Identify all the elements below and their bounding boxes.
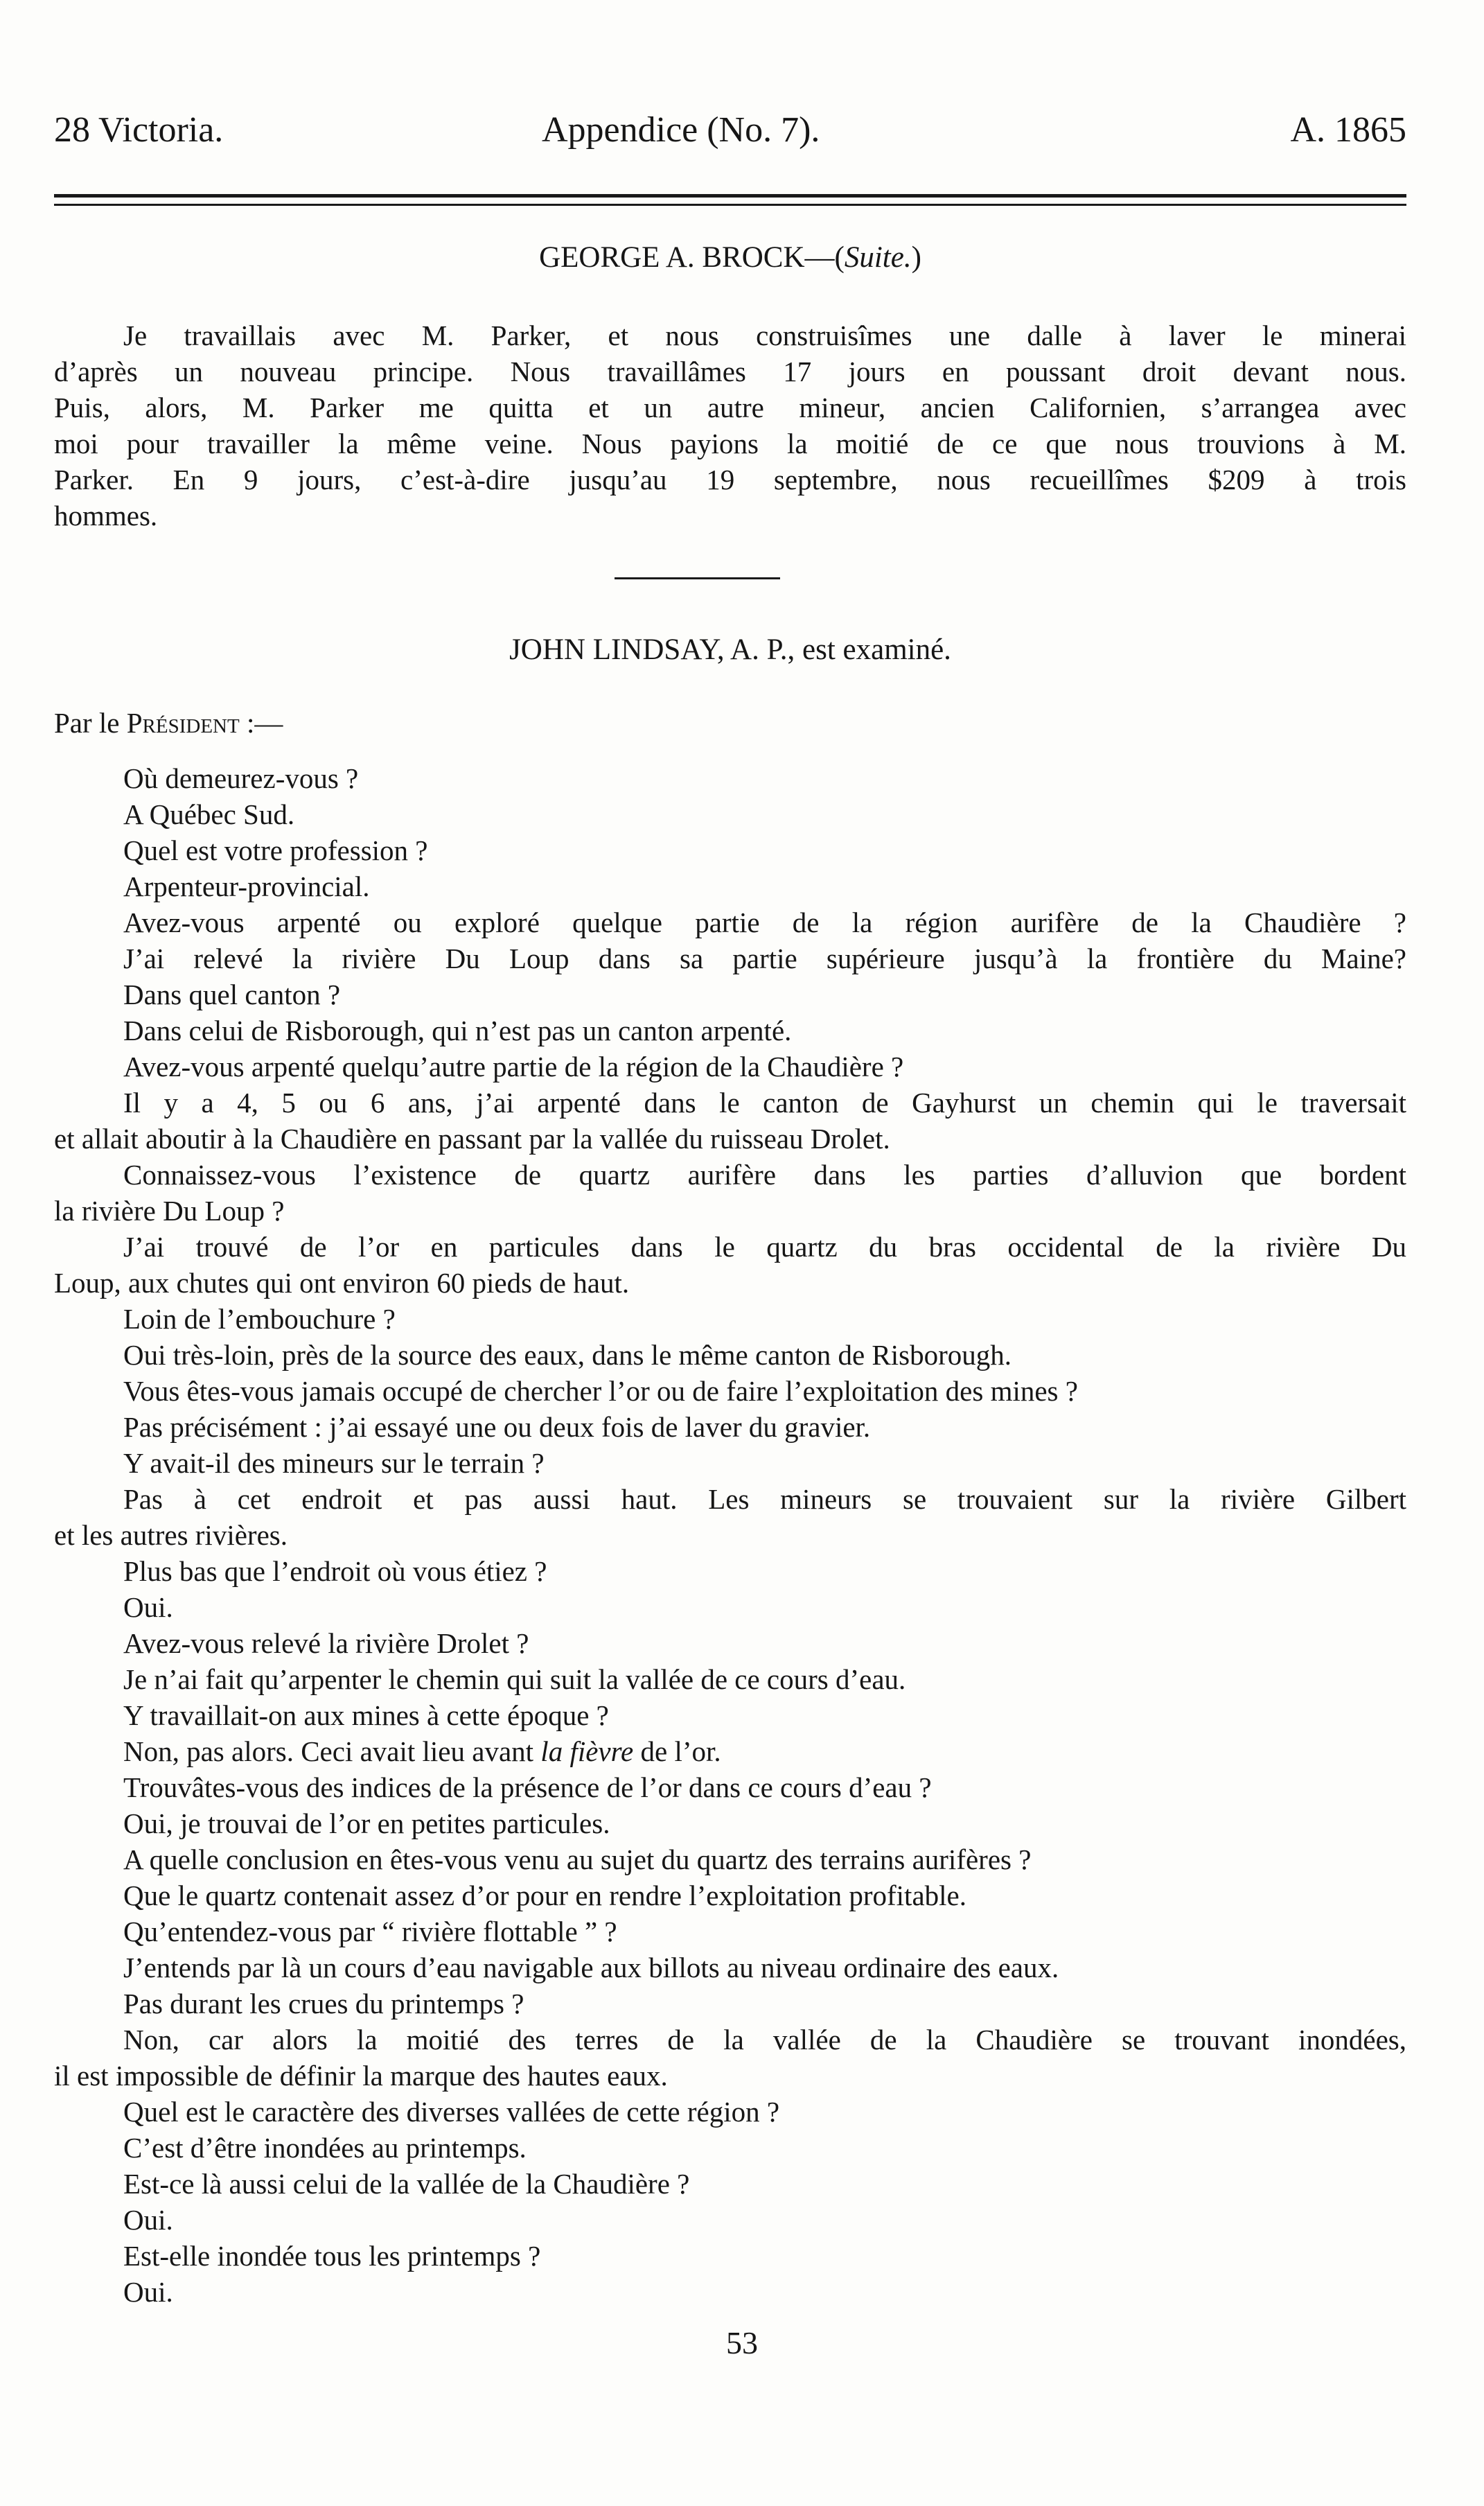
question-line: la rivière Du Loup ? [54, 1195, 285, 1227]
answer-line: Oui très-loin, près de la source des eaux, dans le même canton de Risborough. [123, 1339, 1012, 1371]
answer-line: et les autres rivières. [54, 1519, 288, 1551]
examiner-name: Président [126, 707, 240, 739]
paragraph-line: d’après un nouveau principe. Nous travaillâmes 17 jours en poussant droit devant nous. [54, 356, 1406, 387]
question-line: Loin de l’embouchure ? [123, 1303, 396, 1335]
question-line: Plus bas que l’endroit où vous étiez ? [123, 1555, 547, 1587]
answer-line: Pas précisément : j’ai essayé une ou deux fois de laver du gravier. [123, 1411, 871, 1443]
question-line: Est-ce là aussi celui de la vallée de la Chaudière ? [123, 2168, 690, 2200]
answer-line: Oui. [123, 2204, 173, 2236]
section-title-brock: GEORGE A. BROCK—(Suite.) [539, 241, 921, 274]
answer-line: Dans celui de Risborough, qui n’est pas un canton arpenté. [123, 1015, 792, 1046]
answer-line: Non, car alors la moitié des terres de la vallée de la Chaudière se trouvant inondées, [123, 2024, 1406, 2056]
question-line: Avez-vous arpenté ou exploré quelque partie de la région aurifère de la Chaudière ? [123, 906, 1406, 938]
italic-fievre: la fièvre [540, 1735, 634, 1767]
paragraph-line: Puis, alors, M. Parker me quitta et un autre mineur, ancien Californien, s’arrangea avec [54, 392, 1406, 423]
header-appendix: Appendice (No. 7). [542, 110, 820, 150]
paragraph-line: Parker. En 9 jours, c’est-à-dire jusqu’au 19 septembre, nous recueillîmes $209 à trois [54, 464, 1406, 496]
examiner-line: Par le Président :— [54, 707, 283, 739]
answer-line: Oui, je trouvai de l’or en petites particules. [123, 1807, 610, 1839]
header-session: 28 Victoria. [54, 110, 224, 150]
answer-line: et allait aboutir à la Chaudière en passant par la vallée du ruisseau Drolet. [54, 1123, 890, 1155]
question-line: Y avait-il des mineurs sur le terrain ? [123, 1447, 545, 1479]
question-line: Pas durant les crues du printemps ? [123, 1988, 524, 2019]
question-line: Dans quel canton ? [123, 979, 341, 1010]
answer-line: Non, pas alors. Ceci avait lieu avant la fièvre de l’or. [123, 1735, 721, 1767]
paragraph-line: moi pour travailler la même veine. Nous payions la moitié de ce que nous trouvions à M. [54, 428, 1406, 459]
page-number: 53 [726, 2325, 758, 2360]
page-header [54, 109, 1406, 158]
question-line: Trouvâtes-vous des indices de la présence de l’or dans ce cours d’eau ? [123, 1771, 932, 1803]
paragraph-line: hommes. [54, 500, 158, 532]
question-line: Est-elle inondée tous les printemps ? [123, 2240, 541, 2272]
header-rule-thick [54, 194, 1406, 198]
answer-line: J’ai trouvé de l’or en particules dans le quartz du bras occidental de la rivière Du [123, 1231, 1406, 1263]
answer-line: J’entends par là un cours d’eau navigable aux billots au niveau ordinaire des eaux. [123, 1952, 1059, 1983]
question-line: Connaissez-vous l’existence de quartz aurifère dans les parties d’alluvion que bordent [123, 1159, 1406, 1191]
answer-line: il est impossible de définir la marque des hautes eaux. [54, 2060, 668, 2092]
question-line: Avez-vous arpenté quelqu’autre partie de la région de la Chaudière ? [123, 1051, 904, 1083]
answer-line: Que le quartz contenait assez d’or pour en rendre l’exploitation profitable. [123, 1880, 966, 1911]
question-line: Où demeurez-vous ? [123, 762, 359, 794]
title-suite: Suite. [844, 241, 912, 274]
answer-line: J’ai relevé la rivière Du Loup dans sa partie supérieure jusqu’à la frontière du Maine? [123, 943, 1406, 974]
answer-line: Arpenteur-provincial. [123, 870, 370, 902]
section-divider [615, 577, 780, 579]
question-line: Vous êtes-vous jamais occupé de chercher l’or ou de faire l’exploitation des mines ? [123, 1375, 1078, 1407]
question-line: Quel est le caractère des diverses vallées de cette région ? [123, 2096, 780, 2128]
answer-line: Loup, aux chutes qui ont environ 60 pieds de haut. [54, 1267, 630, 1299]
answer-line: C’est d’être inondées au printemps. [123, 2132, 527, 2164]
answer-line: Oui. [123, 1591, 173, 1623]
section-title-lindsay: JOHN LINDSAY, A. P., est examiné. [509, 633, 951, 666]
answer-line: A Québec Sud. [123, 798, 295, 830]
answer-line: Je n’ai fait qu’arpenter le chemin qui suit la vallée de ce cours d’eau. [123, 1663, 906, 1695]
paragraph-line: Je travaillais avec M. Parker, et nous construisîmes une dalle à laver le minerai [123, 319, 1406, 351]
answer-line: Pas à cet endroit et pas aussi haut. Les mineurs se trouvaient sur la rivière Gilbert [123, 1483, 1406, 1515]
question-line: Avez-vous relevé la rivière Drolet ? [123, 1627, 529, 1659]
header-rule-thin [54, 204, 1406, 206]
answer-line: Il y a 4, 5 ou 6 ans, j’ai arpenté dans le canton de Gayhurst un chemin qui le traversait [123, 1087, 1406, 1119]
question-line: A quelle conclusion en êtes-vous venu au sujet du quartz des terrains aurifères ? [123, 1843, 1032, 1875]
question-line: Y travaillait-on aux mines à cette époque ? [123, 1699, 609, 1731]
question-line: Qu’entendez-vous par “ rivière flottable ” ? [123, 1916, 617, 1947]
question-line: Quel est votre profession ? [123, 834, 428, 866]
answer-line: Oui. [123, 2276, 173, 2308]
header-year: A. 1865 [1290, 110, 1406, 150]
